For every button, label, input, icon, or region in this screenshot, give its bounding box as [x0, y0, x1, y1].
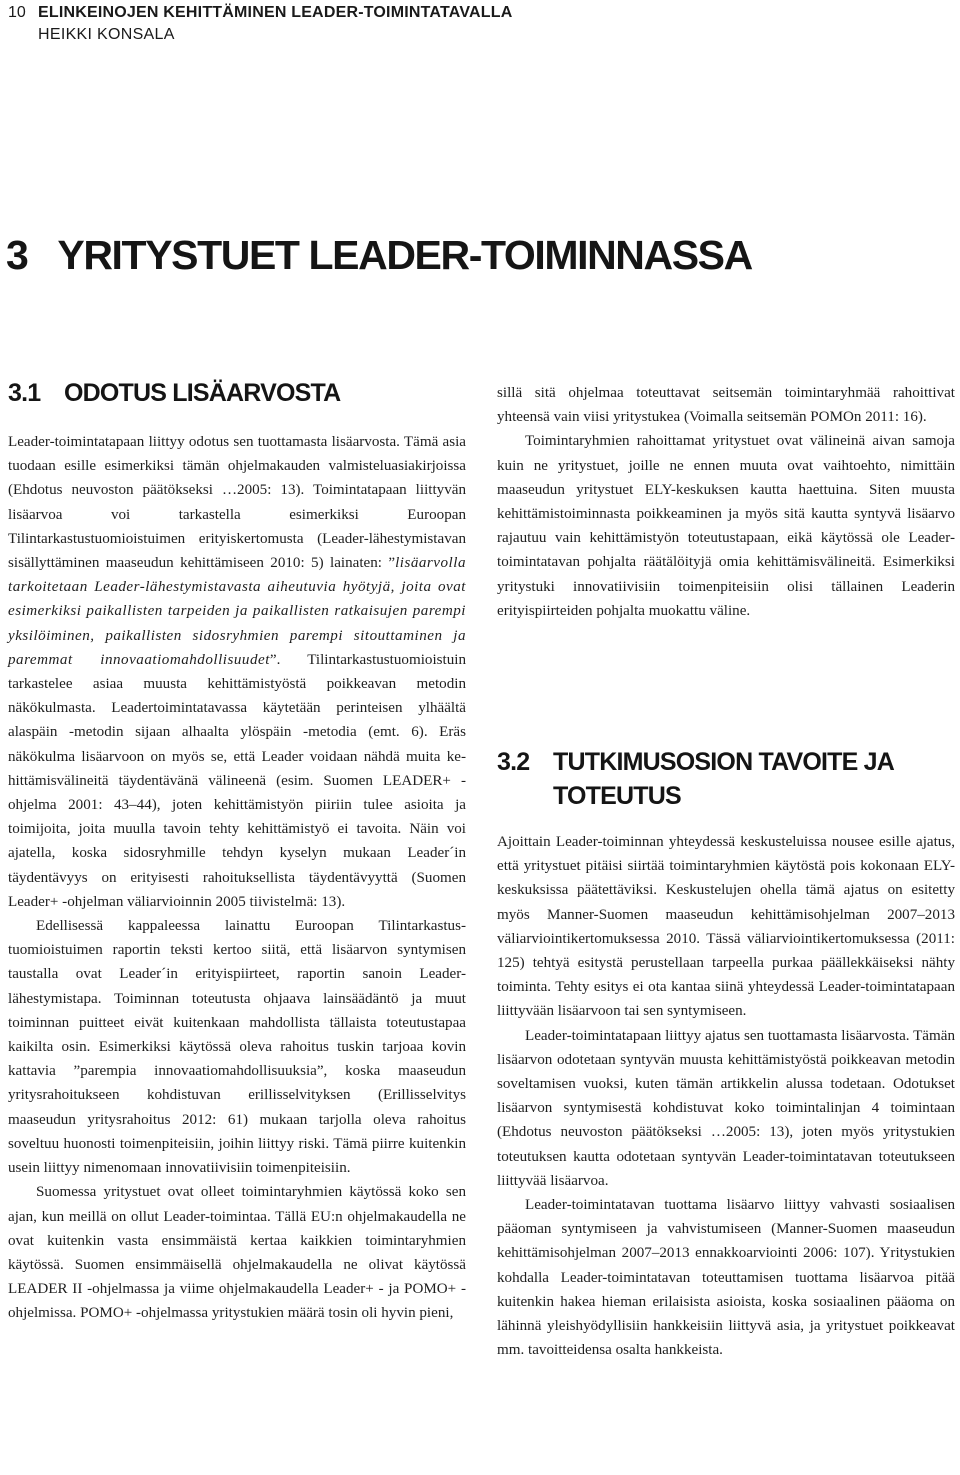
right-column-top: [497, 381, 955, 623]
left-column: [8, 430, 466, 1326]
section-heading-3-2: [497, 745, 947, 813]
section-title: ODOTUS LISÄARVOSTA: [64, 379, 341, 407]
quoted-text: lisäarvolla tarkoitetaan Leader-lähestymistavasta aiheutuvia hyötyjä, joita ovat esimerkiksi paikallisten tarpeiden ja paikallisten ratkaisujen parempi yksilöiminen, paikallisten sidosryhmien parempi sitouttaminen ja paremmat innovaatiomahdollisuudet: [8, 555, 466, 668]
body-paragraph: [8, 430, 466, 914]
body-paragraph: Edellisessä kappaleessa lainattu Euroopan Tilintarkastustuomioistuimen raportin teksti kertoo siitä, että lisäarvon syntymisen taustalla ovat Leader´in erityispiirteet, raportin sanoin Leader-lähestymistapa. Toiminnan toteutusta ohjaava lainsäädäntö ja muut toiminnan puitteet eivät kuitenkaan mahdollista tällaista toteutustapaa kaikilta osin. Esimerkiksi käytössä oleva rahoitus tuskin tarjoaa kovin kattavia ”parempia innovaatiomahdollisuuksia”, koska maaseudun yritysrahoitukseen kohdistuvan erillisselvityksen (Erillisselvitys maaseudun yritysrahoitus 2012: 61) mukaan tarjolla oleva rahoitus soveltuu huonosti toimenpiteisiin, joihin liittyy riski. Tämä piirre kuitenkin usein liittyy nimenomaan innovatiivisiin toimenpiteisiin.: [8, 918, 466, 1177]
body-paragraph: Ajoittain Leader-toiminnan yhteydessä keskusteluissa nousee esille ajatus, että yritystuet pitäisi siirtää toimintaryhmien käytöstä pois kokonaan ELY-keskuksissa päätettäviksi. Keskustelujen ohella tämä ajatus on esitetty myös Manner-Suomen maaseudun kehittämisohjelman 2007–2013 väliarviointikertomuksessa 2010. Tässä väliarviointikertomuksessa (2011: 125) tehtyä esitystä perustellaan tarpeella purkaa päällekkäiseksi nähty toiminta. Tehty esitys ei ota kantaa siinä yhteydessä Leader-toimintatapaan liittyvään lisäarvoon tai sen syntymiseen.: [497, 834, 955, 1020]
body-paragraph: Leader-toimintatavan tuottama lisäarvo liittyy vahvasti sosiaalisen pääoman syntymiseen ja vahvistumiseen (Manner-Suomen maaseudun kehittämisohjelman 2007–2013 ennakkoarviointi 2006: 107). Yritystukien kohdalla Leader-toimintatavan toteuttamisen tuottama lisäarvoa pitää kuitenkin hakea hieman erilaisista asioista, koska sosiaalinen pääoma on lähinnä yleishyödyllisiin hankkeisiin liittyvä asia, ja yritystuet poikkeavat mm. tavoitteidensa osalta hankkeista.: [497, 1197, 955, 1359]
page-number: 10: [8, 4, 26, 21]
body-paragraph: sillä sitä ohjelmaa toteuttavat seitsemän toimintaryhmää rahoittivat yhteensä vain viisi yritystukea (Voimalla seitsemän POMOn 2011: 16).: [497, 385, 955, 426]
chapter-heading: [6, 228, 752, 282]
right-column-bottom: [497, 830, 955, 1362]
chapter-number: 3: [6, 232, 28, 278]
section-heading-3-1: [8, 376, 478, 410]
body-paragraph: Toimintaryhmien rahoittamat yritystuet ovat välineinä aivan samoja kuin ne yritystuet, joille ne ennen muuta ovat vaihtoehto, nimittäin maaseudun yritystuet ELY-keskuksen kautta haettuina. Siten muusta kehittämistoiminnasta poikkeaminen ja myös sitä kautta syntyvä lisäarvo rajautuu vain kehittämistyön toteutustapaan, eikä käytössä ole Leader-toimintatavan pohjalta räätälöityjä omia kehittämisvälineitä. Esimerkiksi yritystuki innovatiivisiin toimenpiteisiin olisi tällainen Leaderin erityispiirteiden pohjalta muokattu väline.: [497, 433, 955, 619]
chapter-title: YRITYSTUET LEADER-TOIMINNASSA: [57, 232, 752, 278]
paragraph-text: ”. Tilintarkastustuomioistuin tarkastelee asiaa muusta kehittämistyöstä poikkeavan metodin näkökulmasta. Leadertoimintatavassa käytetään perinteisen ylhäältä alaspäin -metodin sijaan alhaalta ylöspäin -metodia (emt. 6). Eräs näkökulma lisäarvoon on myös se, että Leader voidaan nähdä muita kehittämisvälineitä täydentävänä välineenä (esim. Suomen LEADER+ -ohjelma 2001: 43–44), joten kehittämistyön piiriin tulee asioita ja toimijoita, joita muulla tavoin tehty kehittämistyö ei tavoita. Näin voi ajatella, koska sidosryhmille tehdyn kyselyn mukaan Leader´in täydentävyys on erityisesti rahoituksellista täydentävyyttä (Suomen Leader+ -ohjelman väliarvioinnin 2005 tiivistelmä: 13).: [8, 651, 467, 910]
paragraph-text: Leader-toimintatapaan liittyy odotus sen tuottamasta lisäarvosta. Tämä asia tuodaan esille esimerkiksi tämän ohjelmakauden valmisteluasiakirjoissa (Ehdotus neuvoston päätökseksi …2005: 13). Toimintatapaan liittyvän lisäarvoa voi tarkastella esimerkiksi Euroopan Tilintarkastustuomioistuimen erityiskertomusta (Leader-lähestymistavan sisällyttäminen maaseudun kehittämiseen 2010: 5) lainaten: ”: [8, 434, 466, 572]
body-paragraph: Suomessa yritystuet ovat olleet toimintaryhmien käytössä koko sen ajan, kun meillä on ollut Leader-toimintaa. Tällä EU:n ohjelmakaudella ne ovat kuitenkin vasta ensimmäistä kertaa kaikkien toimintaryhmien käytössä. Suomen ensimmäisellä ohjelmakaudella ne olivat käytössä LEADER II -ohjelmassa ja viime ohjelmakaudella Leader+ - ja POMO+ -ohjelmissa. POMO+ -ohjelmassa yritystukien määrä tosin oli hyvin pieni,: [8, 1184, 466, 1322]
section-number: 3.2: [497, 748, 530, 776]
body-paragraph: Leader-toimintatapaan liittyy ajatus sen tuottamasta lisäarvosta. Tämän lisäarvon odotetaan syntyvän muusta kehittämistyöstä poikkeavan metodin soveltamisen vuoksi, kuten tämän artikkelin alussa todetaan. Odotukset lisäarvon syntymisestä kohdistuvat koko toimintalinjan 4 toimintaan (Ehdotus neuvoston päätökseksi …2005: 13), joten myös yritystukien toteutuksen kautta odotetaan syntyvän Leader-toimintatavan toteutukseen liittyvää lisäarvoa.: [497, 1027, 955, 1189]
book-title: ELINKEINOJEN KEHITTÄMINEN LEADER-TOIMINTATAVALLA: [38, 4, 513, 21]
author-name: HEIKKI KONSALA: [38, 26, 175, 43]
section-title: TUTKIMUSOSION TAVOITE JA TOTEUTUS: [553, 748, 894, 810]
section-number: 3.1: [8, 379, 41, 407]
